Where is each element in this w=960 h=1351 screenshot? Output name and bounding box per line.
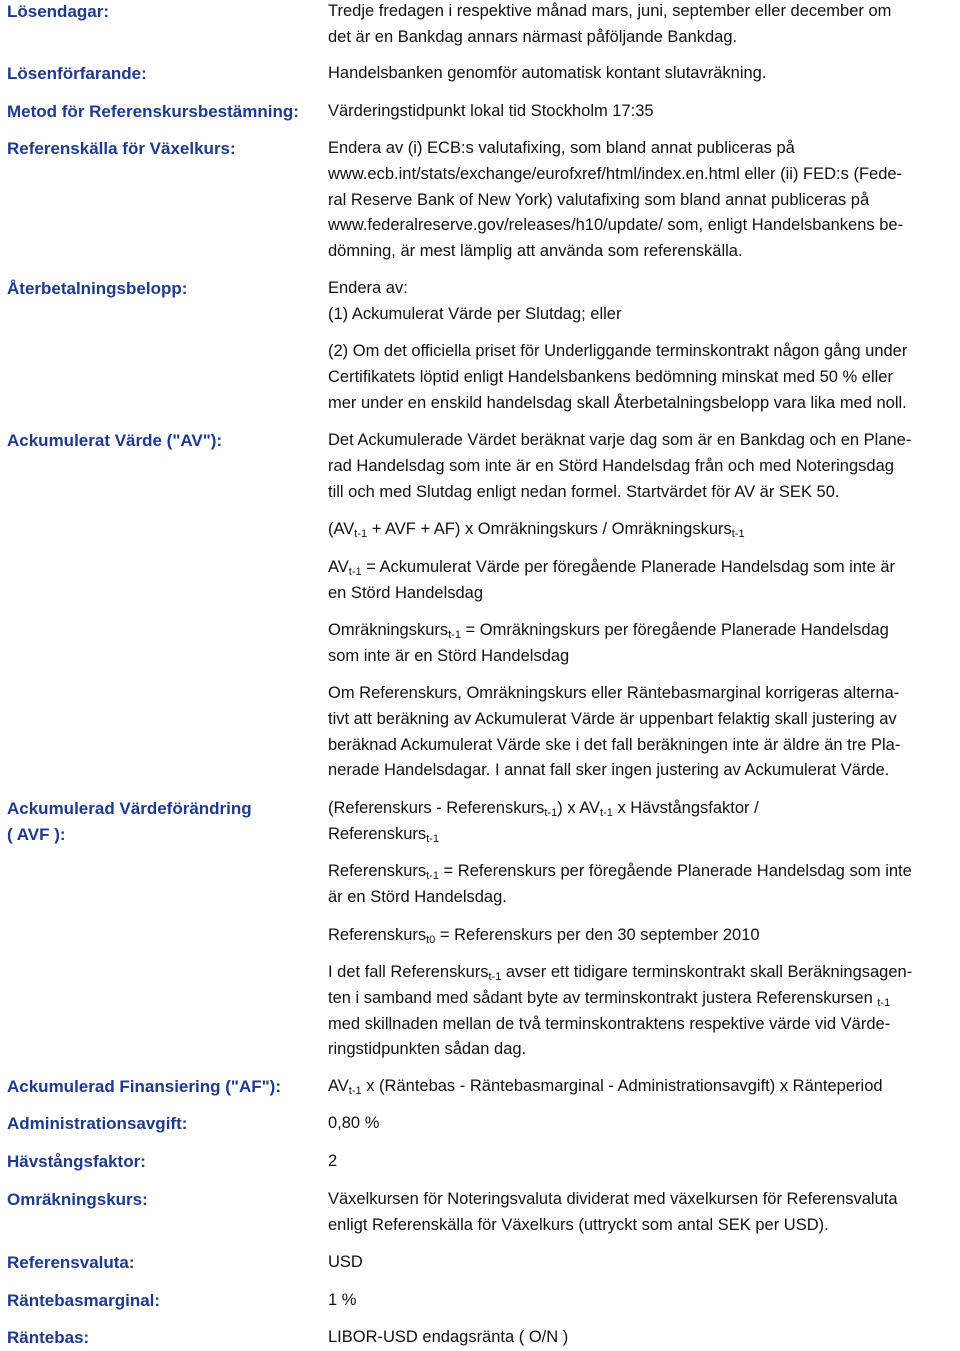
formula-av bbox=[328, 517, 956, 543]
text-line: Endera av: bbox=[328, 279, 408, 297]
formula-af bbox=[328, 1074, 956, 1100]
text-line: www.ecb.int/stats/exchange/eurofxref/html/index.en.html eller (ii) FED:s (Fede- bbox=[328, 164, 903, 183]
subscript: t-1 bbox=[488, 971, 502, 983]
text-line: (1) Ackumulerat Värde per Slutdag; eller bbox=[328, 304, 622, 323]
definition-referenskurs-t1 bbox=[328, 859, 956, 911]
formula-text: AV bbox=[328, 1077, 349, 1095]
formula-text: I det fall Referenskurs bbox=[328, 963, 489, 981]
formula-text: (AV bbox=[328, 520, 355, 538]
value-referenskalla bbox=[328, 136, 956, 265]
formula-text: = Ackumulerat Värde per föregående Planerade Handelsdag som inte är bbox=[361, 558, 896, 576]
label-administrationsavgift: Administrationsavgift: bbox=[7, 1114, 188, 1133]
text-line: Det Ackumulerade Värdet beräknat varje dag som är en Bankdag och en Plane- bbox=[328, 431, 912, 449]
value-terminskontrakt-byte bbox=[328, 960, 956, 1063]
label-rantebasmarginal: Räntebasmarginal: bbox=[7, 1291, 161, 1310]
text-line: mer under en enskild handelsdag skall Återbetalningsbelopp vara lika med noll. bbox=[328, 393, 907, 412]
formula-text: x Hävstångsfaktor / bbox=[612, 799, 759, 817]
text-line: det är en Bankdag annars närmast påföljande Bankdag. bbox=[328, 27, 738, 46]
text-line: Om Referenskurs, Omräkningskurs eller Räntebasmarginal korrigeras alterna- bbox=[328, 684, 900, 702]
text-line bbox=[328, 796, 956, 822]
value-aterbetalningsbelopp-2 bbox=[328, 339, 956, 416]
value-korrigering bbox=[328, 681, 956, 784]
text-line bbox=[328, 859, 956, 885]
formula-text: = Omräkningskurs per föregående Planerade Handelsdag bbox=[460, 621, 889, 639]
formula-text: avser ett tidigare terminskontrakt skall Beräkningsagen- bbox=[501, 963, 913, 981]
value-losendagar bbox=[328, 0, 956, 51]
text-line bbox=[328, 986, 956, 1012]
text-line bbox=[328, 555, 956, 581]
text-line: tivt att beräkning av Ackumulerat Värde är uppenbart felaktig skall justering av bbox=[328, 709, 897, 728]
label-referenskalla: Referenskälla för Växelkurs: bbox=[7, 139, 236, 158]
label-ackumulerat-varde: Ackumulerat Värde ("AV"): bbox=[7, 431, 223, 450]
formula-text: + AVF + AF) x Omräkningskurs / Omräkningskurs bbox=[367, 520, 732, 538]
text-line bbox=[328, 822, 956, 848]
formula-text: Omräkningskurs bbox=[328, 621, 449, 639]
text-line: Växelkursen för Noteringsvaluta dividerat med växelkursen för Referensvaluta bbox=[328, 1190, 898, 1208]
formula-text: Referenskurs bbox=[328, 926, 427, 944]
text-line: Endera av (i) ECB:s valutafixing, som bland annat publiceras på bbox=[328, 139, 795, 157]
definition-referenskurs-t0 bbox=[328, 923, 956, 949]
subscript: t-1 bbox=[354, 528, 368, 540]
label-havstangsfaktor: Hävstångsfaktor: bbox=[7, 1152, 146, 1171]
formula-text: x (Räntebas - Räntebasmarginal - Administrationsavgift) x Ränteperiod bbox=[361, 1077, 883, 1095]
text-line: ral Reserve Bank of New York) valutafixing som bland annat publiceras på bbox=[328, 190, 870, 209]
label-omrakningskurs: Omräkningskurs: bbox=[7, 1190, 148, 1209]
label-metod: Metod för Referenskursbestämning: bbox=[7, 102, 299, 121]
value-ackumulerat-varde bbox=[328, 428, 956, 505]
subscript: t0 bbox=[426, 934, 436, 946]
label-aterbetalningsbelopp: Återbetalningsbelopp: bbox=[7, 279, 188, 298]
value-omrakningskurs bbox=[328, 1187, 956, 1239]
subscript: t-1 bbox=[877, 996, 891, 1009]
text-line: är en Störd Handelsdag. bbox=[328, 887, 507, 906]
subscript: t-1 bbox=[544, 807, 558, 819]
definition-omrakningskurs-t1 bbox=[328, 618, 956, 670]
text-line: ringstidpunkten sådan dag. bbox=[328, 1040, 527, 1059]
label-losendagar: Lösendagar: bbox=[7, 2, 110, 21]
label-avf-line2: ( AVF ): bbox=[7, 825, 66, 844]
label-af: Ackumulerad Finansiering ("AF"): bbox=[7, 1077, 281, 1096]
value-metod: Värderingstidpunkt lokal tid Stockholm 17:35 bbox=[328, 102, 654, 120]
value-havstangsfaktor: 2 bbox=[328, 1152, 338, 1170]
text-line: enligt Referenskälla för Växelkurs (uttryckt som antal SEK per USD). bbox=[328, 1215, 829, 1234]
definition-av-t1 bbox=[328, 555, 956, 607]
text-line: en Störd Handelsdag bbox=[328, 583, 484, 602]
formula-text: ) x AV bbox=[557, 799, 601, 817]
subscript: t-1 bbox=[600, 807, 613, 819]
text-line: med skillnaden mellan de två terminskontraktens respektive värde vid Värde- bbox=[328, 1014, 891, 1033]
formula-text: = Referenskurs per den 30 september 2010 bbox=[435, 926, 760, 944]
subscript: t-1 bbox=[426, 832, 439, 845]
value-administrationsavgift: 0,80 % bbox=[328, 1114, 380, 1132]
text-line: nerade Handelsdagar. I annat fall sker ingen justering av Ackumulerat Värde. bbox=[328, 761, 890, 780]
value-referensvaluta: USD bbox=[328, 1253, 363, 1271]
label-rantebas: Räntebas: bbox=[7, 1328, 90, 1347]
text-line: beräknad Ackumulerat Värde ske i det fall beräkningen inte är äldre än tre Pla- bbox=[328, 735, 901, 754]
text-line bbox=[328, 618, 956, 644]
label-avf bbox=[7, 796, 252, 848]
value-rantebas: LIBOR-USD endagsränta ( O/N ) bbox=[328, 1328, 569, 1346]
subscript: t-1 bbox=[426, 870, 439, 882]
text-line: till och med Slutdag enligt nedan formel. Startvärdet för AV är SEK 50. bbox=[328, 482, 840, 501]
text-line: www.federalreserve.gov/releases/h10/update/ som, enligt Handelsbankens be- bbox=[328, 216, 904, 235]
label-losenforfarande: Lösenförfarande: bbox=[7, 64, 147, 83]
value-losenforfarande: Handelsbanken genomför automatisk kontant slutavräkning. bbox=[328, 64, 767, 82]
text-line bbox=[328, 960, 956, 986]
subscript: t-1 bbox=[348, 566, 362, 578]
text-line: rad Handelsdag som inte är en Störd Handelsdag från och med Noteringsdag bbox=[328, 456, 894, 475]
formula-text: (Referenskurs - Referenskurs bbox=[328, 799, 545, 817]
value-aterbetalningsbelopp bbox=[328, 276, 956, 328]
text-line: Certifikatets löptid enligt Handelsbankens bedömning minskat med 50 % eller bbox=[328, 367, 893, 386]
formula-text: Referenskurs bbox=[328, 824, 427, 843]
text-line: dömning, är mest lämplig att använda som referenskälla. bbox=[328, 242, 743, 261]
subscript: t-1 bbox=[348, 1085, 362, 1097]
formula-avf bbox=[328, 796, 956, 848]
value-rantebasmarginal: 1 % bbox=[328, 1291, 357, 1309]
label-avf-line1: Ackumulerad Värdeförändring bbox=[7, 799, 252, 818]
formula-text: ten i samband med sådant byte av terminskontrakt justera Referenskursen bbox=[328, 988, 878, 1007]
subscript: t-1 bbox=[448, 629, 461, 641]
text-line: Tredje fredagen i respektive månad mars, juni, september eller december om bbox=[328, 2, 892, 20]
formula-text: Referenskurs bbox=[328, 862, 427, 880]
formula-text: AV bbox=[328, 558, 349, 576]
label-referensvaluta: Referensvaluta: bbox=[7, 1253, 135, 1272]
subscript: t-1 bbox=[731, 528, 745, 540]
text-line: (2) Om det officiella priset för Underliggande terminskontrakt någon gång under bbox=[328, 342, 908, 360]
text-line: som inte är en Störd Handelsdag bbox=[328, 646, 570, 665]
formula-text: = Referenskurs per föregående Planerade Handelsdag som inte bbox=[438, 862, 912, 880]
